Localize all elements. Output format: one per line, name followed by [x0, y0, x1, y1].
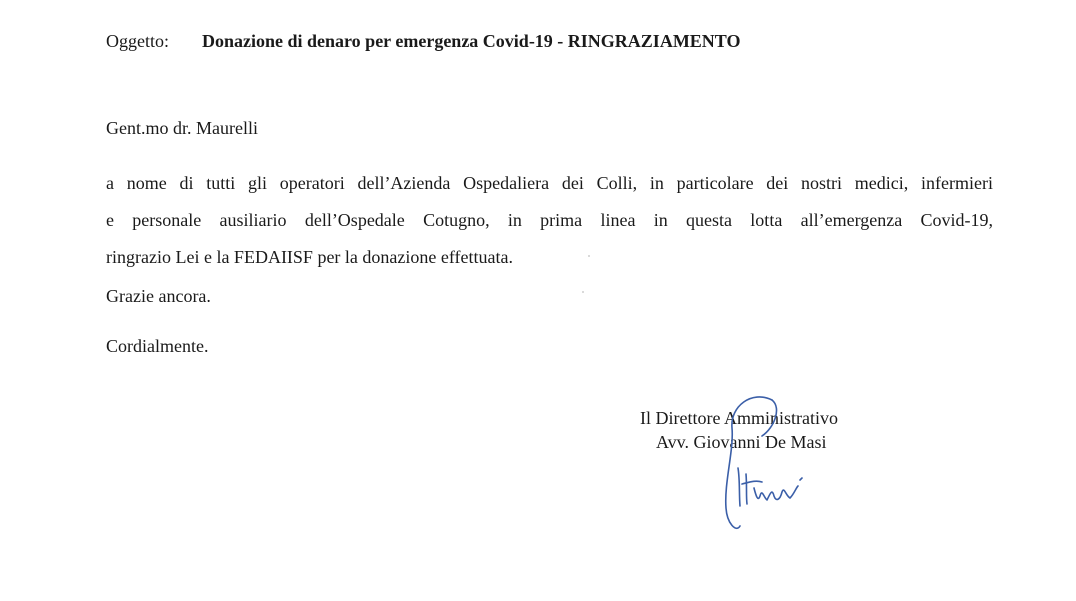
signer-name: Avv. Giovanni De Masi — [656, 432, 827, 452]
body-line: e personale ausiliario dell’Ospedale Cotugno, in prima linea in questa lotta all’emergenza Covid-19, — [106, 210, 993, 230]
closing-line: Cordialmente. — [106, 336, 209, 356]
subject-label: Oggetto: — [106, 31, 169, 51]
scan-speck — [588, 255, 590, 257]
greeting: Gent.mo dr. Maurelli — [106, 118, 258, 138]
subject-text: Donazione di denaro per emergenza Covid-19 - RINGRAZIAMENTO — [202, 31, 741, 51]
body-paragraph — [106, 165, 993, 276]
scan-speck — [582, 291, 584, 293]
subject-line — [106, 31, 741, 52]
signature-block — [640, 406, 880, 454]
body-line: a nome di tutti gli operatori dell’Azienda Ospedaliera dei Colli, in particolare dei nostri medici, infermieri — [106, 173, 993, 193]
body-line: ringrazio Lei e la FEDAIISF per la donazione effettuata. — [106, 247, 514, 267]
signer-role: Il Direttore Amministrativo — [640, 408, 838, 428]
thanks-line: Grazie ancora. — [106, 286, 211, 306]
